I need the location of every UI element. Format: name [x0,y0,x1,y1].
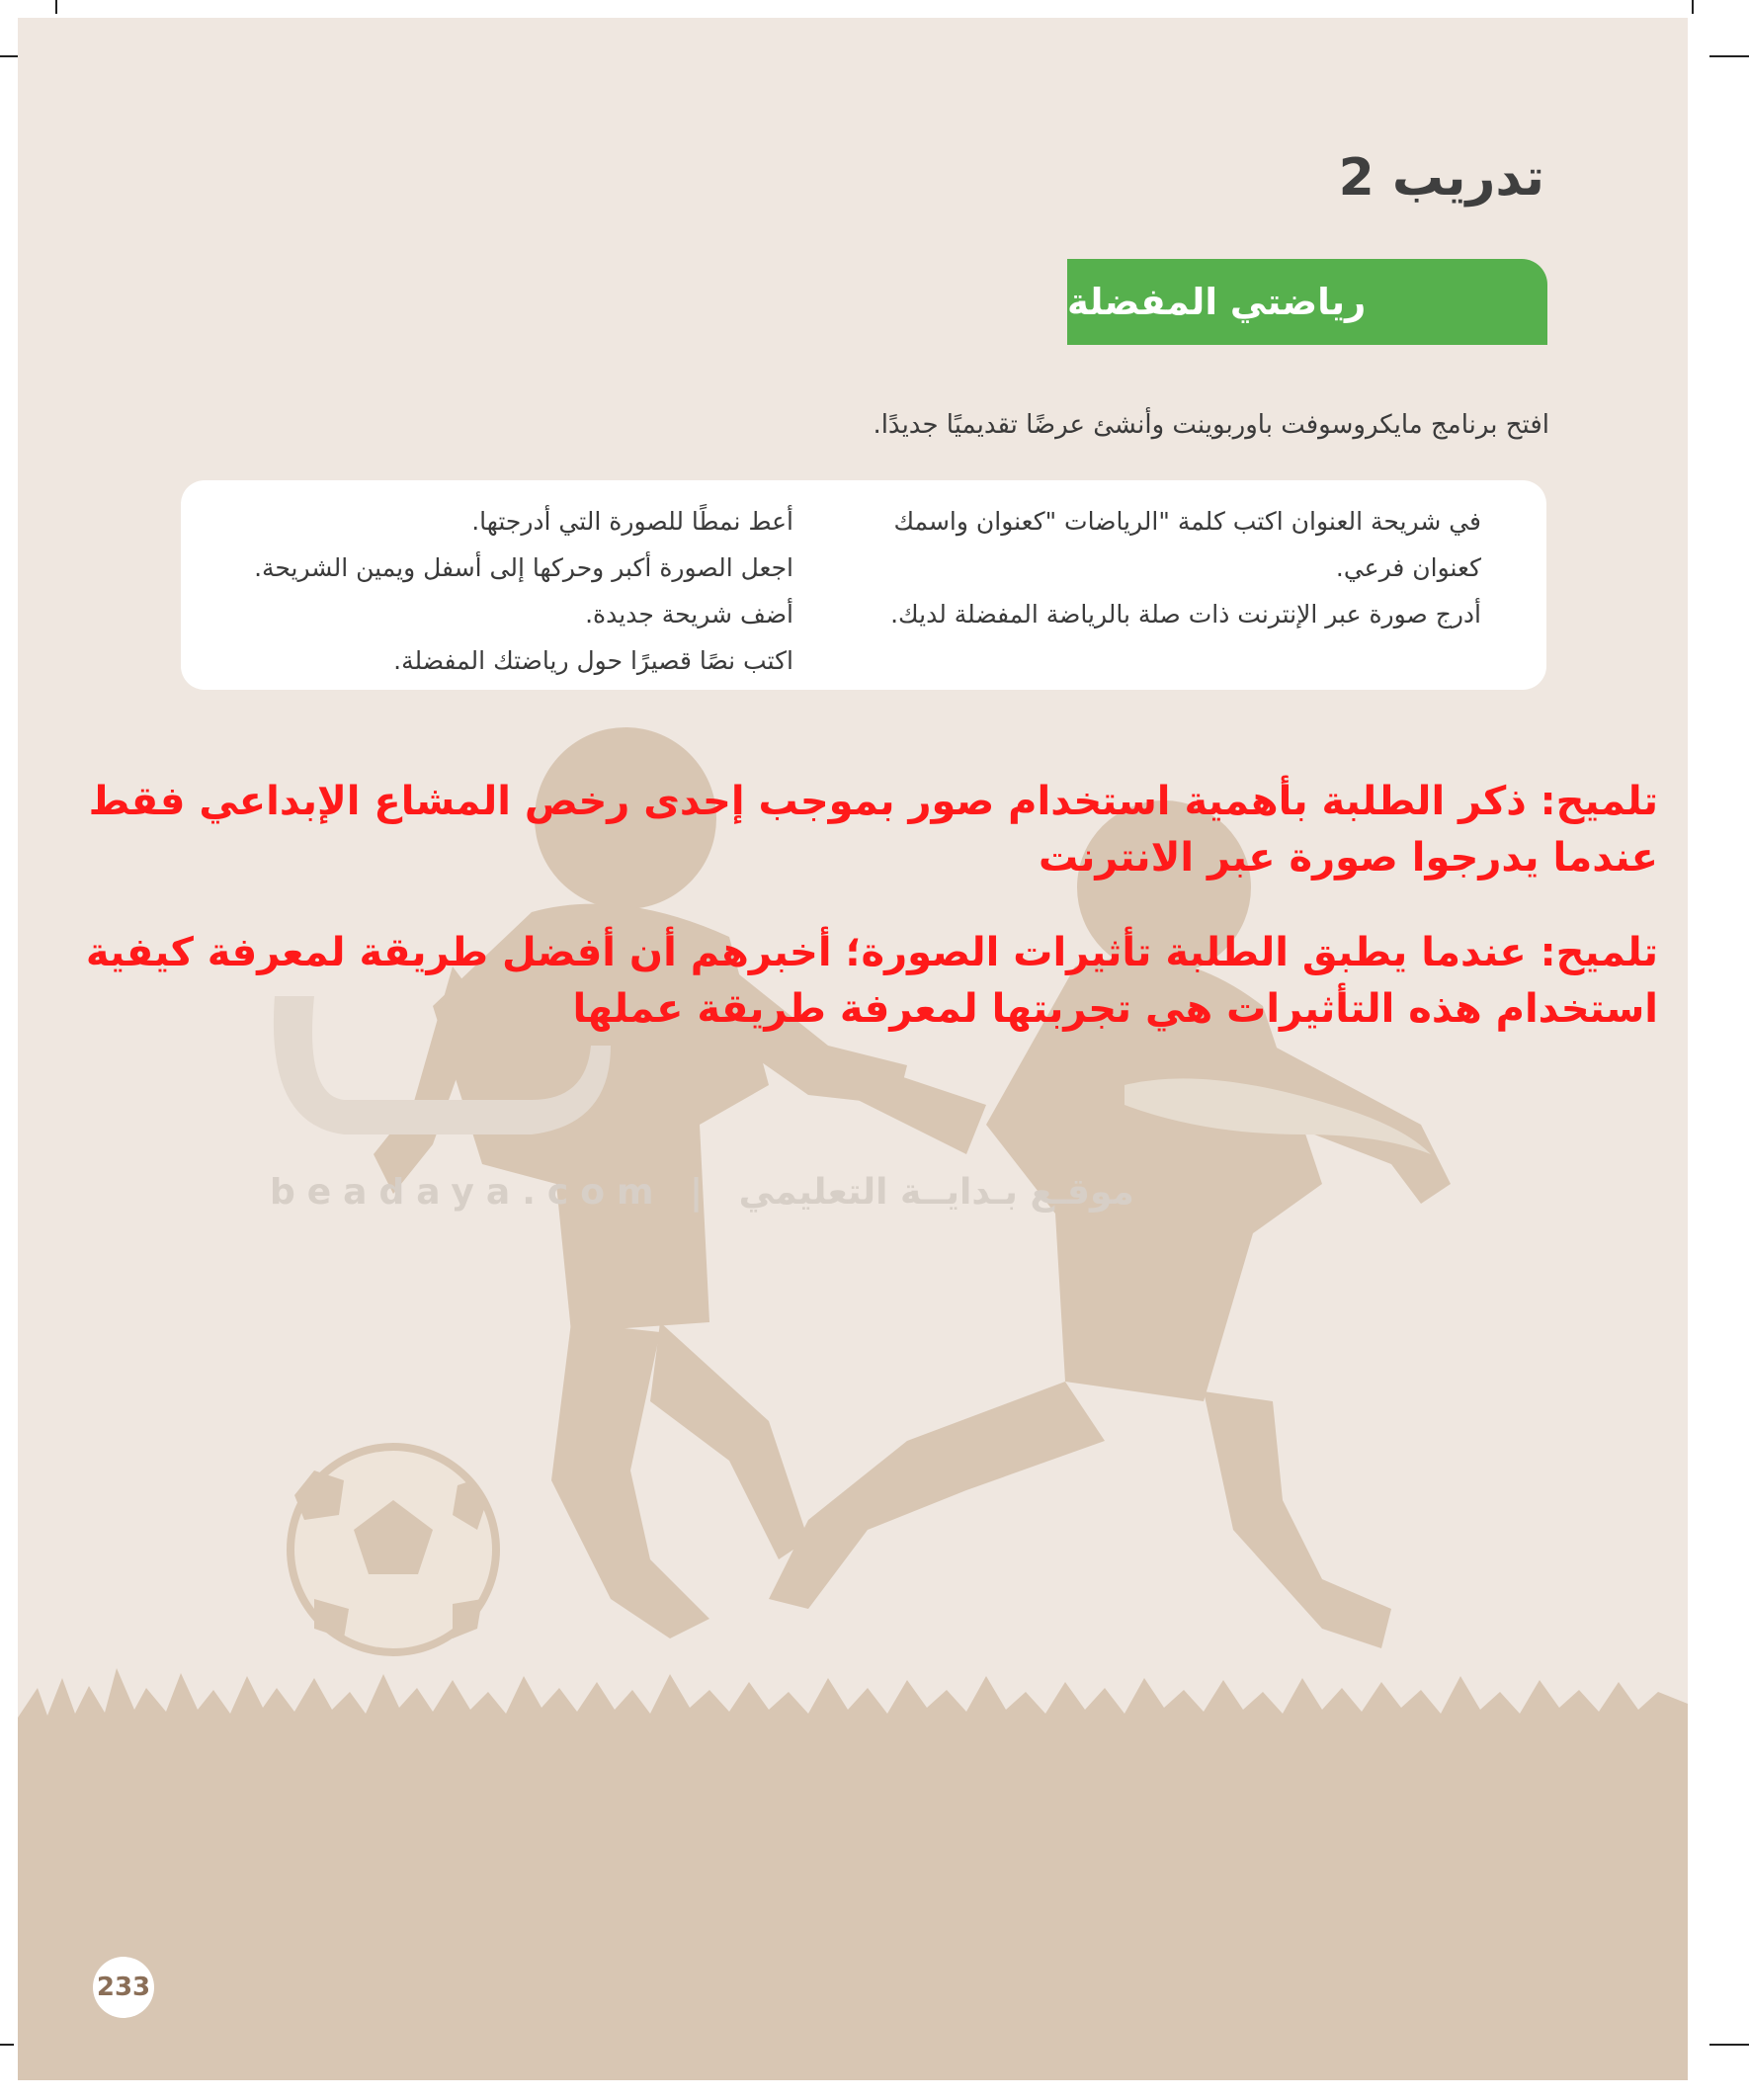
crop-mark [1709,2044,1749,2046]
crop-mark [0,2044,14,2046]
step-item: اكتب نصًا قصيرًا حول رياضتك المفضلة. [393,646,793,675]
step-item: اجعل الصورة أكبر وحركها إلى أسفل ويمين الشريحة. [254,553,793,582]
steps-box [181,480,1546,690]
section-banner-label: رياضتي المفضلة [1067,281,1367,323]
page-title: تدريب 2 [1338,148,1544,208]
steps-column-right [878,498,1481,637]
crop-mark [1709,55,1749,57]
watermark: beadaya.com | موقـع بـدايــة التعليمي [270,1172,1134,1213]
intro-text: افتح برنامج مايكروسوفت باوربوينت وأنشئ عرضًا تقديميًا جديدًا. [873,410,1549,440]
textbook-page [18,18,1688,2080]
crop-mark [1692,0,1694,14]
step-item: في شريحة العنوان اكتب كلمة "الرياضات "كعنوان واسمك كعنوان فرعي. [893,507,1481,582]
teacher-hint-2: تلميح: عندما يطبق الطلبة تأثيرات الصورة؛ أخبرهم أن أفضل طريقة لمعرفة كيفية استخدام هذه التأثيرات هي تجربتها لمعرفة طريقة عملها [85,930,1658,1032]
section-banner [1067,259,1547,345]
page-number: 233 [93,1957,154,2018]
crop-mark [55,0,57,14]
grass-silhouette [18,1668,1688,2080]
soccer-ball-icon [287,1443,500,1656]
steps-column-left [191,498,793,684]
teacher-hint-1: تلميح: ذكر الطلبة بأهمية استخدام صور بموجب إحدى رخص المشاع الإبداعي فقط عندما يدرجوا صورة عبر الانترنت [88,779,1658,881]
step-item: أدرج صورة عبر الإنترنت ذات صلة بالرياضة المفضلة لديك. [890,600,1481,629]
step-item: أعط نمطًا للصورة التي أدرجتها. [471,507,793,536]
step-item: أضف شريحة جديدة. [585,600,793,629]
